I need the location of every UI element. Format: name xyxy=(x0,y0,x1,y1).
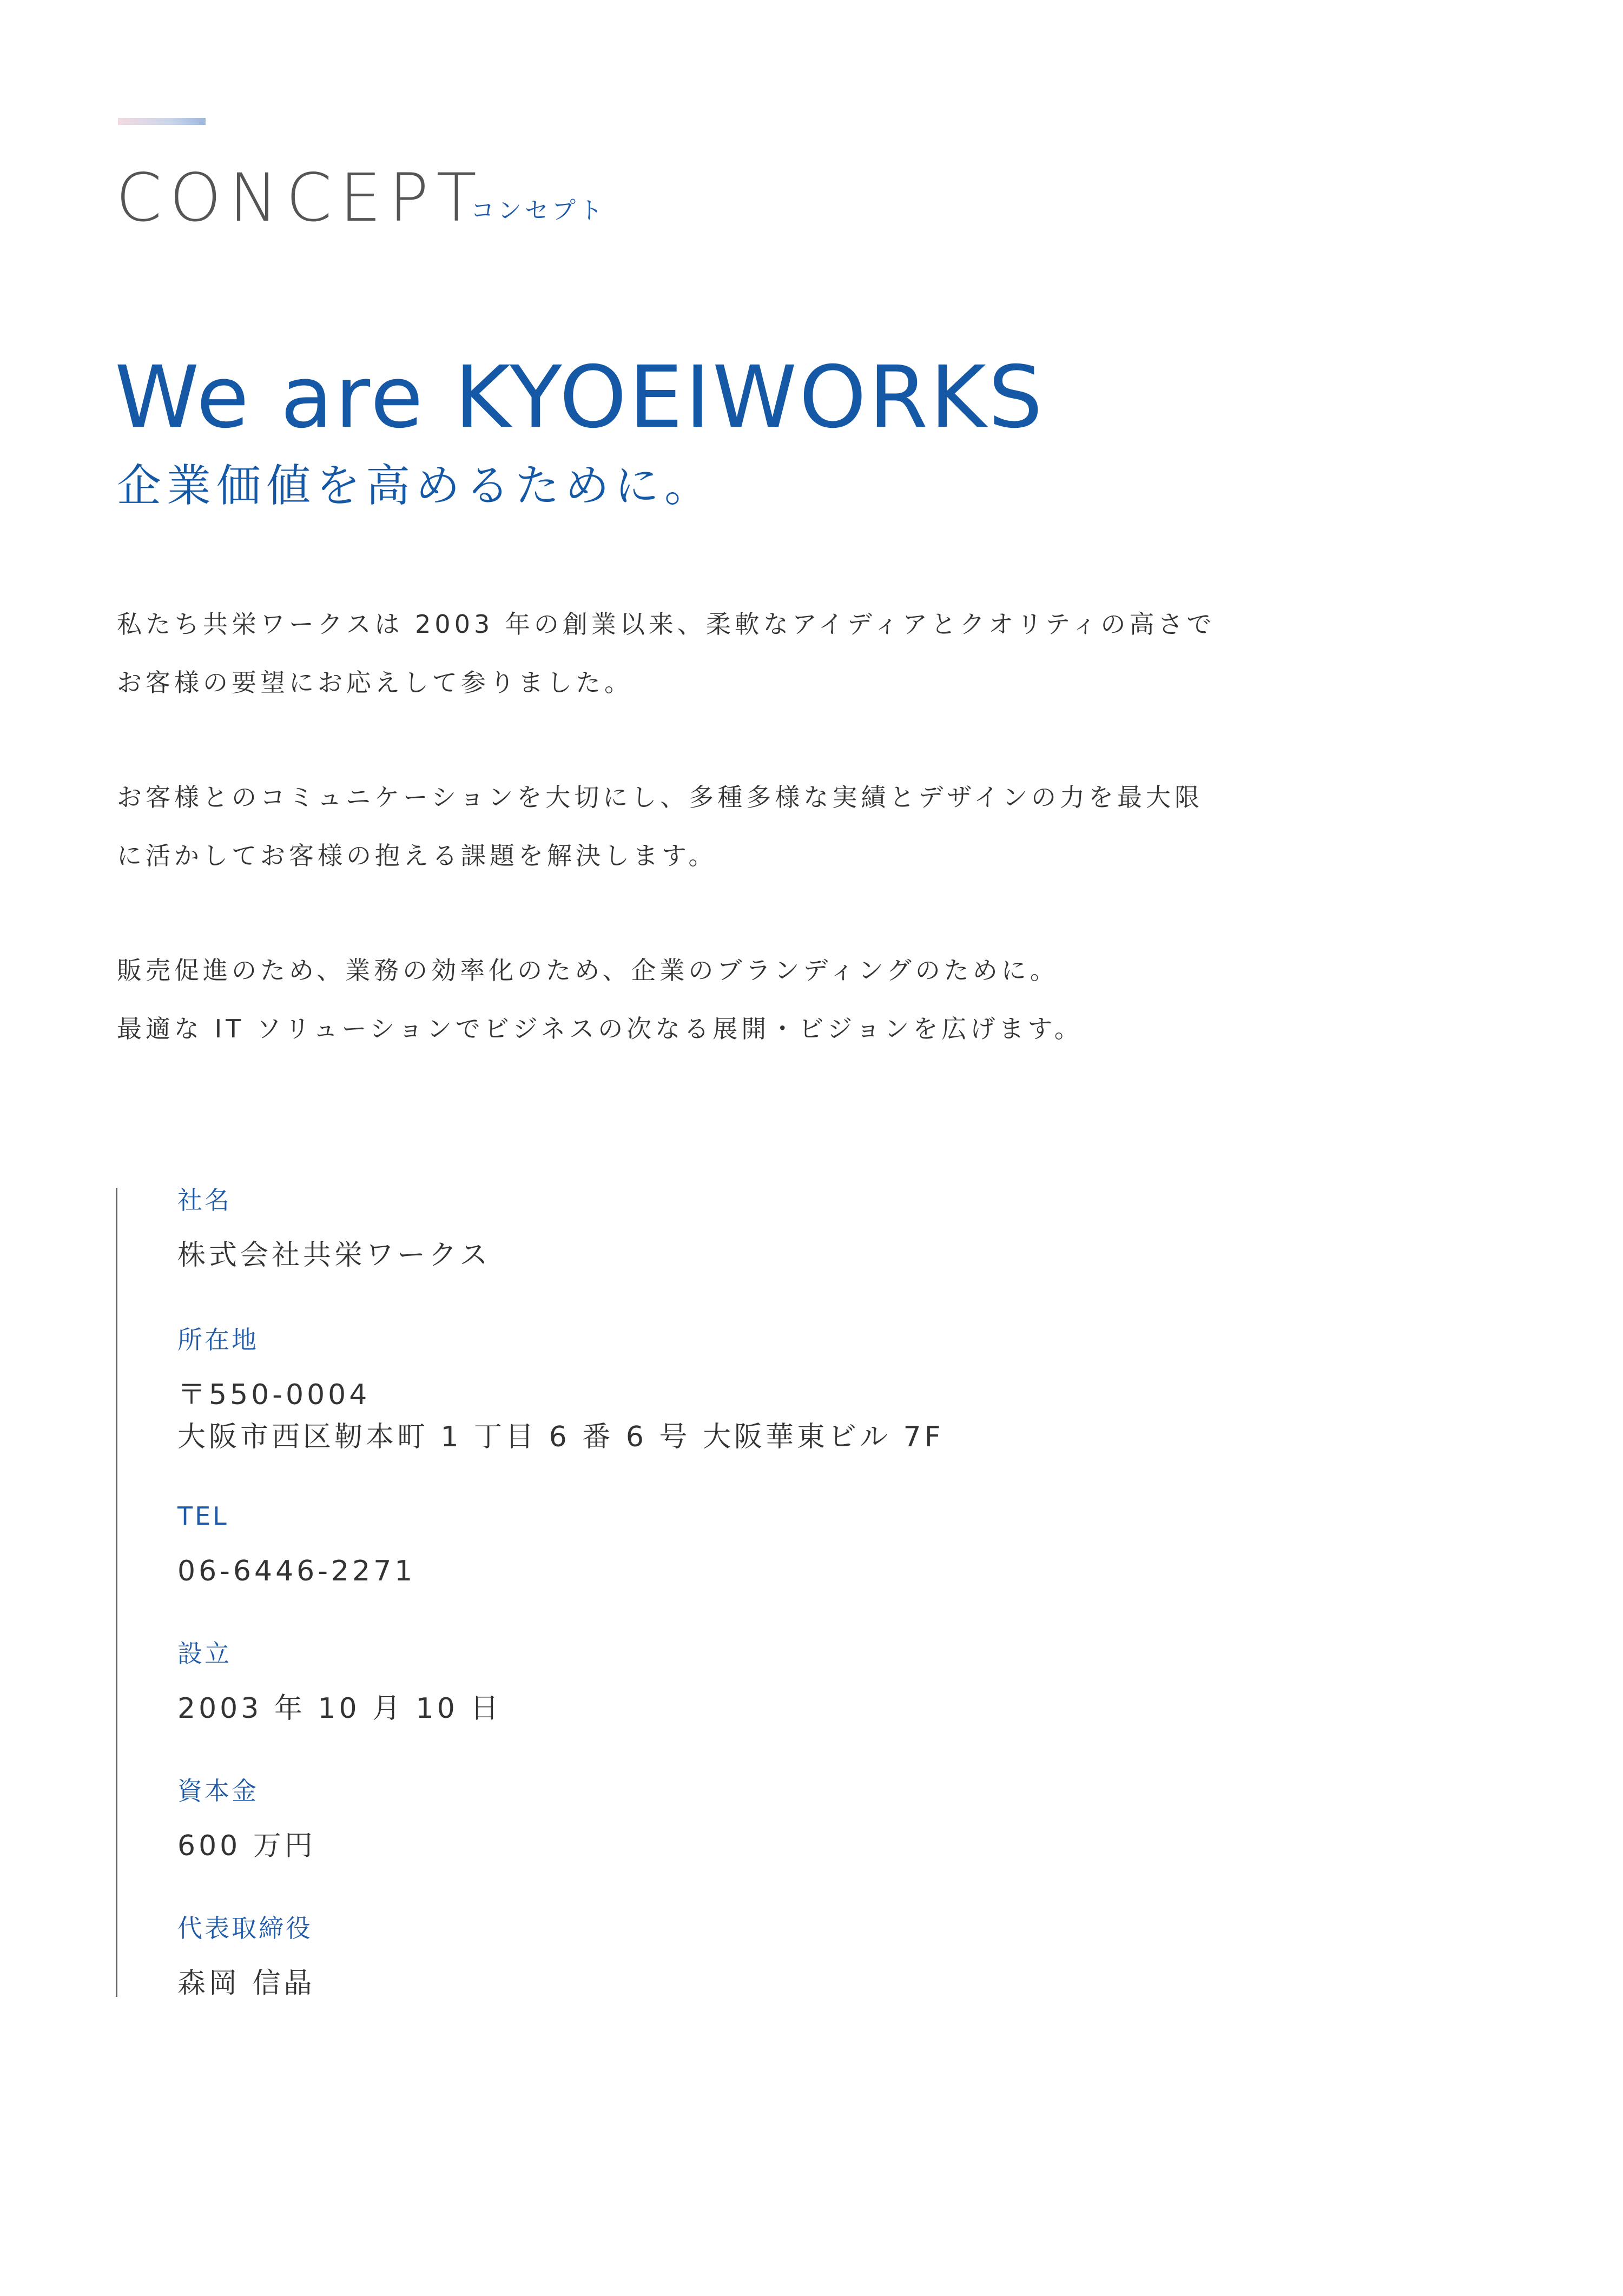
intro-line: 最適な IT ソリューションでビジネスの次なる展開・ビジョンを広げます。 xyxy=(117,1014,1083,1043)
intro-paragraph xyxy=(117,595,1307,712)
address-postal: 〒550-0004 xyxy=(177,1379,371,1411)
intro-line: 販売促進のため、業務の効率化のため、企業のブランディングのために。 xyxy=(117,956,1059,985)
info-value: 森岡 信晶 xyxy=(177,1967,315,2000)
intro-paragraph xyxy=(117,941,1307,1058)
accent-bar xyxy=(118,118,206,125)
intro-paragraph xyxy=(117,768,1307,885)
info-company-name xyxy=(177,1188,491,1276)
section-subtitle: コンセプト xyxy=(471,197,606,224)
intro-line: お客様とのコミュニケーションを大切にし、多種多様な実績とデザインの力を最大限 xyxy=(117,783,1204,812)
intro-line: お客様の要望にお応えして参りました。 xyxy=(117,668,633,697)
tel-value: 06-6446-2271 xyxy=(177,1555,416,1587)
info-label: 設立 xyxy=(177,1639,232,1668)
info-tel xyxy=(177,1501,416,1592)
info-label: 所在地 xyxy=(177,1325,259,1354)
info-label: 社名 xyxy=(177,1186,232,1215)
intro-text xyxy=(117,595,1307,1114)
info-value xyxy=(177,1374,944,1458)
section-title: CONCEPT xyxy=(116,160,484,236)
info-value: 2003 年 10 月 10 日 xyxy=(177,1692,502,1725)
hero-subtitle: 企業価値を高めるために。 xyxy=(117,460,715,512)
address-line: 大阪市西区靭本町 1 丁目 6 番 6 号 大阪華東ビル 7F xyxy=(177,1421,944,1453)
info-label: 資本金 xyxy=(177,1776,259,1805)
info-label: TEL xyxy=(177,1501,229,1531)
info-ceo xyxy=(177,1916,315,2004)
info-capital xyxy=(177,1778,316,1867)
info-value: 株式会社共栄ワークス xyxy=(177,1239,491,1272)
info-value: 600 万円 xyxy=(177,1830,316,1862)
info-founded xyxy=(177,1641,502,1730)
info-address xyxy=(177,1327,944,1458)
company-info xyxy=(116,1186,1091,2000)
hero-title: We are KYOEIWORKS xyxy=(115,348,1045,447)
intro-line: 私たち共栄ワークスは 2003 年の創業以来、柔軟なアイディアとクオリティの高さで xyxy=(117,610,1216,639)
intro-line: に活かしてお客様の抱える課題を解決します。 xyxy=(117,841,717,870)
info-label: 代表取締役 xyxy=(177,1914,313,1943)
